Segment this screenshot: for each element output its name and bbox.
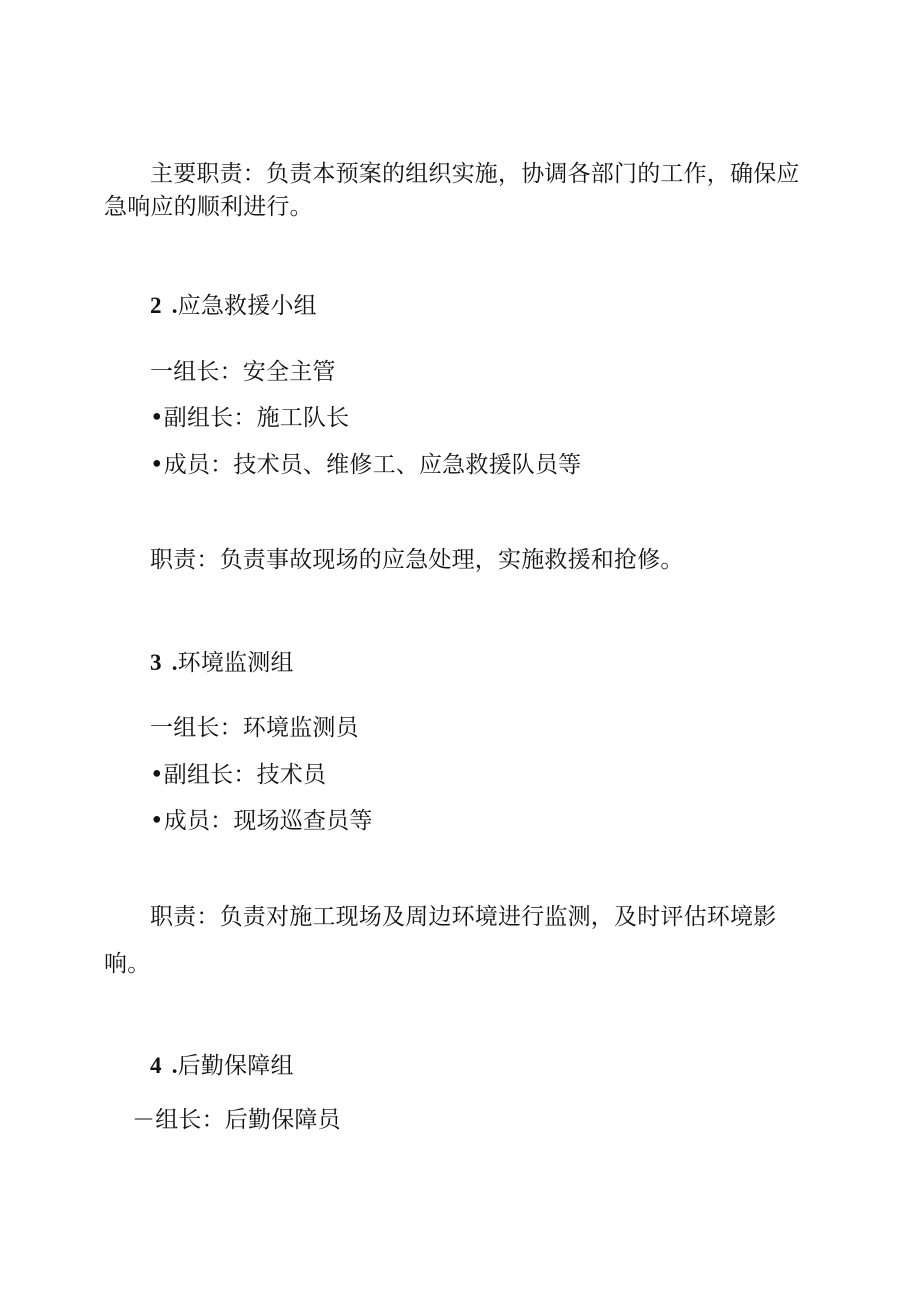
paragraph-line: 职责：负责事故现场的应急处理，实施救援和抢修。 — [150, 547, 684, 573]
list-item: •副组长：施工队长 — [150, 405, 350, 431]
section-title: 应急救援小组 — [177, 293, 317, 319]
list-item: •成员：现场巡查员等 — [150, 808, 373, 834]
list-item: －组长：后勤保障员 — [132, 1107, 341, 1133]
section-number: 2 — [150, 293, 162, 318]
paragraph-line: 急响应的顺利进行。 — [104, 194, 313, 220]
section-title: 环境监测组 — [177, 650, 294, 676]
section-heading — [150, 649, 294, 677]
section-dot: . — [171, 293, 178, 318]
paragraph-line: 响。 — [104, 951, 151, 977]
paragraph-line: 主要职责：负责本预案的组织实施，协调各部门的工作，确保应 — [150, 161, 800, 187]
paragraph-line: 职责：负责对施工现场及周边环境进行监测，及时评估环境影 — [150, 904, 777, 930]
section-dot: . — [171, 650, 178, 675]
section-number: 3 — [150, 650, 162, 675]
section-heading — [150, 1052, 294, 1080]
list-item: 一组长：安全主管 — [150, 359, 336, 385]
section-title: 后勤保障组 — [177, 1053, 294, 1079]
section-dot: . — [171, 1053, 178, 1078]
list-item: 一组长：环境监测员 — [150, 715, 359, 741]
list-item: •副组长：技术员 — [150, 762, 327, 788]
list-item: •成员：技术员、维修工、应急救援队员等 — [150, 452, 582, 478]
section-number: 4 — [150, 1053, 162, 1078]
section-heading — [150, 292, 317, 320]
